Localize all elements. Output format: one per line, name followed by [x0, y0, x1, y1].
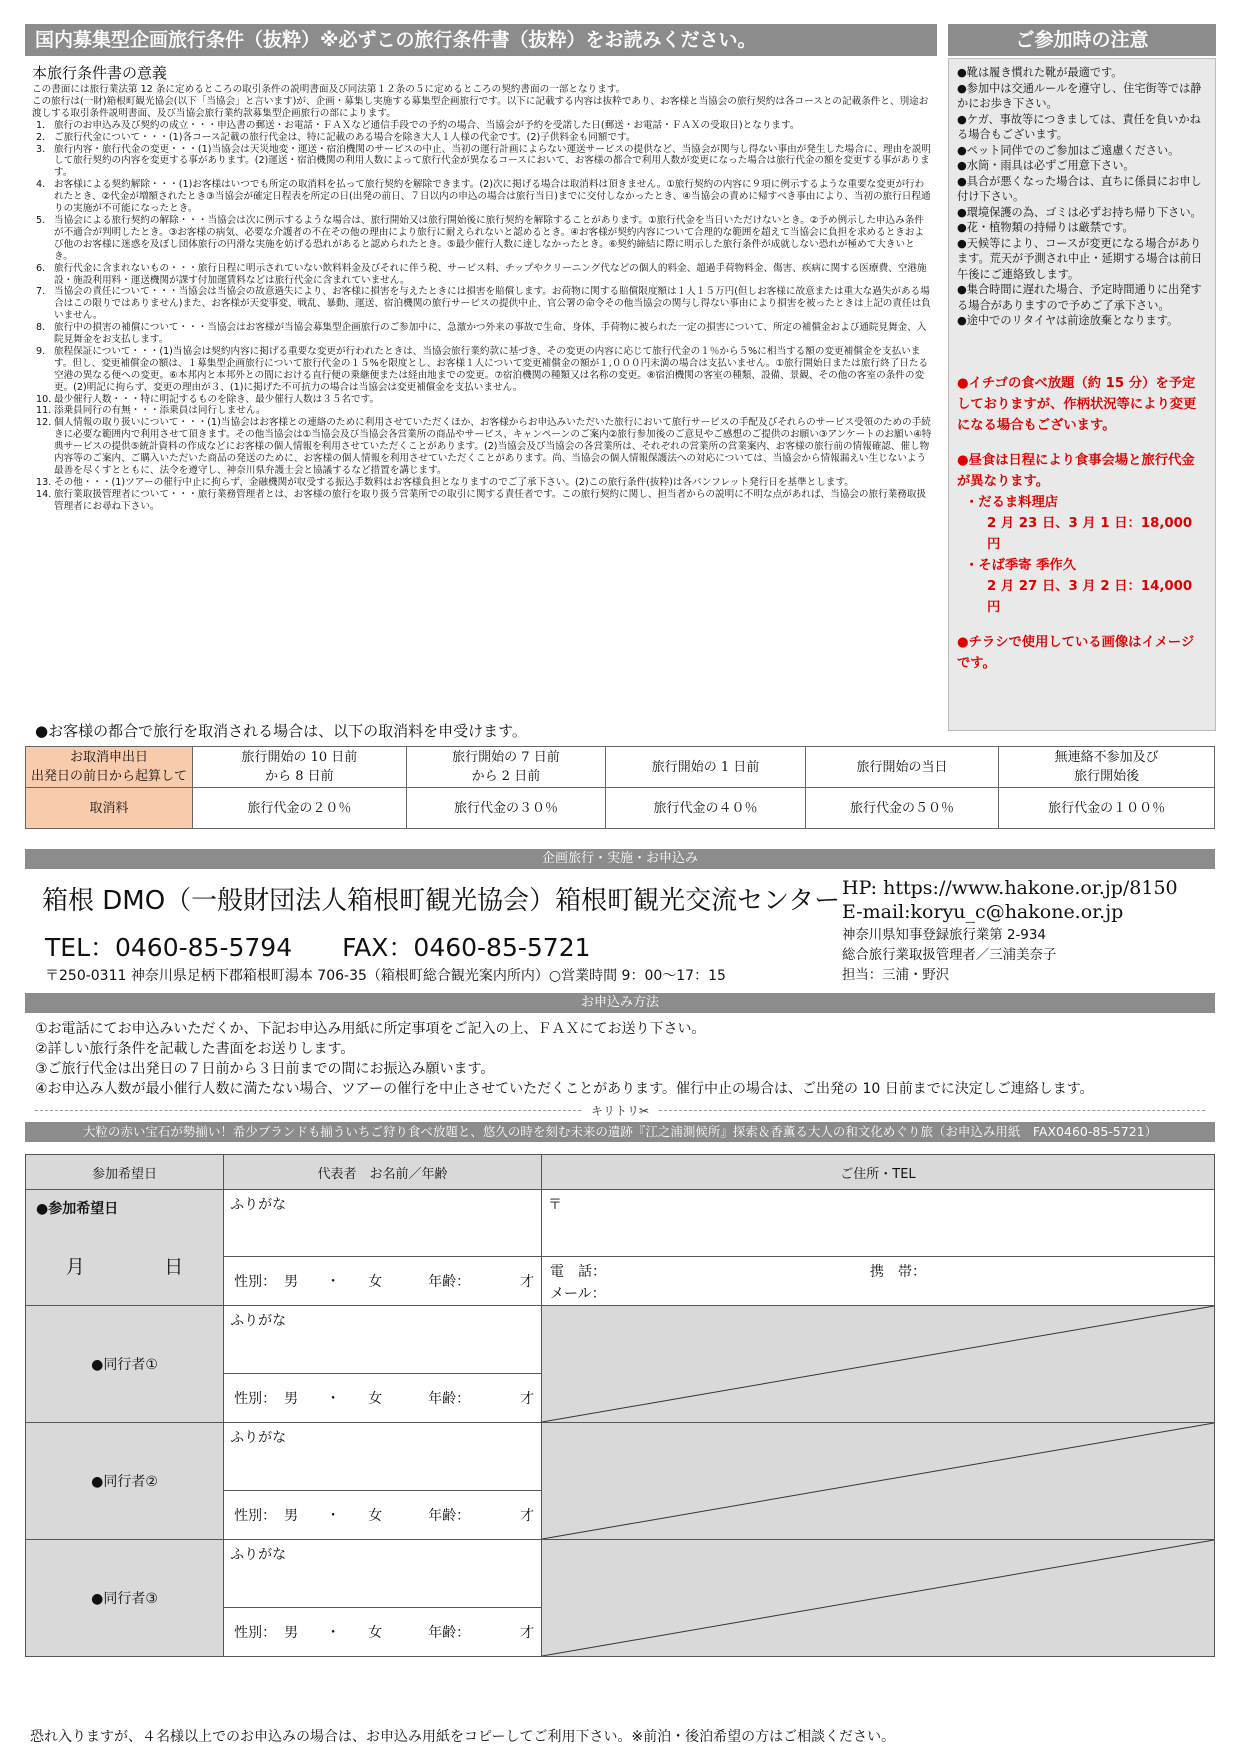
terms-item-number: 10．: [36, 393, 58, 405]
terms-item-text: 旅行内容・旅行代金の変更・・・(1)当協会は天災地変・運送・宿泊機関のサービスの中止、当初の運行計画によらない運送サービスの提供など、当協会が関与し得ない事由が発生した場合に、理由を説明して旅行契約の内容を変更する事があります。(2)運送・宿泊機関の利用人数によって旅行代金が異なるコースにおいて、お客様の都合で利用人数が変更になった場合は旅行代金の額を変更する事があります。: [54, 143, 932, 179]
terms-item: [32, 322, 932, 346]
terms-item-number: 6．: [36, 262, 52, 274]
note-item: ●花・植物類の持帰りは厳禁です。: [957, 221, 1134, 234]
cancel-fee-row: [26, 788, 1215, 829]
venue1-name: ・だるま料理店: [965, 494, 1059, 510]
apply-steps: [35, 1019, 1094, 1099]
organizer-registration: [842, 926, 1056, 986]
cancel-fee-4: 旅行代金の５０％: [805, 788, 998, 829]
notes-panel: [948, 58, 1216, 731]
terms-item-number: 1．: [36, 119, 52, 131]
companion-3-sex-age-field[interactable]: 性別： 男 ・ 女 年齢： 才: [224, 1607, 542, 1656]
organizer-web: [842, 876, 1178, 924]
terms-items: [32, 120, 932, 513]
organizer-bar: 企画旅行・実施・お申込み: [25, 849, 1215, 869]
terms-item: [32, 489, 932, 513]
cancel-period-3: 旅行開始の 1 日前: [606, 747, 806, 788]
terms-item-number: 12．: [36, 417, 58, 429]
companion-2-address-disabled: [541, 1423, 1214, 1540]
terms-item-number: 9．: [36, 345, 52, 357]
terms-item-text: 旅行のお申込み及び契約の成立・・・申込書の郵送・お電話・ＦＡＸなど通信手段での予約の場合、当協会が予約を受諾した日(郵送・お電話・ＦＡＸの受取日)となります。: [54, 119, 800, 131]
companion-2-furigana-field[interactable]: ふりがな: [224, 1423, 542, 1491]
rep-address-field[interactable]: [541, 1190, 1214, 1257]
strawberry-note: ●イチゴの食べ放題（約 15 分）を予定しておりますが、作柄状況等により変更になる場合もございます。: [957, 375, 1197, 433]
terms-item-number: 11．: [36, 405, 58, 417]
note-item: ●途中でのリタイヤは前途放棄となります。: [957, 314, 1179, 327]
terms-item-number: 4．: [36, 179, 52, 191]
date-month-day: [26, 1226, 223, 1279]
terms-intro-1: この書面には旅行業法第 12 条に定めるところの取引条件の説明書面及び同法第１２条の５に定めるところの契約書面の一部となります。: [32, 84, 626, 95]
companion-3-label: ●同行者③: [26, 1540, 224, 1657]
terms-item: [32, 405, 932, 417]
col-date: 参加希望日: [26, 1155, 224, 1190]
terms-body: [32, 64, 932, 513]
email-link[interactable]: E-mail:koryu_c@hakone.or.jp: [842, 901, 1124, 923]
note-item: ●環境保護の為、ゴミは必ずお持ち帰り下さい。: [957, 205, 1202, 219]
notes-list: [957, 65, 1207, 329]
cancel-period-5: 無連絡不参加及び 旅行開始後: [999, 747, 1215, 788]
note-item: ●集合時間に遅れた場合、予定時間通りに出発する場合がありますので予めご了承下さい。: [957, 283, 1202, 312]
staff-in-charge: 担当：三浦・野沢: [842, 968, 950, 983]
companion-2-label: ●同行者②: [26, 1423, 224, 1540]
phone-line: 電 話： 携 帯：: [549, 1264, 926, 1280]
terms-item: [32, 394, 932, 406]
venue2-name: ・そば季寄 季作久: [965, 557, 1077, 573]
cancel-header-line1: お取消申出日: [69, 750, 148, 765]
note-item: ●水筒・雨具は必ずご用意下さい。: [957, 159, 1135, 172]
companion-3-furigana-field[interactable]: ふりがな: [224, 1540, 542, 1608]
cancel-period-1: 旅行開始の 10 日前 から 8 日前: [193, 747, 407, 788]
companion-1-sex-age-field[interactable]: 性別： 男 ・ 女 年齢： 才: [224, 1373, 542, 1422]
terms-item-text: 個人情報の取り扱いについて・・・(1)当協会はお客様との連絡のために利用させていただくほか、お客様からお申込みいただいた旅行において旅行サービスの手配及びそれらのサービス受領のための手続きに必要な範囲内で利用させて頂きます。その他当協会は①当協会及び当協会各営業所の商品やサービス、キャンペーンのご案内②旅行参加後のご意見やご感想のご提供のお願い③アンケートのお願い④特典サービスの提供⑤統計資料の作成などにお客様の個人情報を利用させていただくことがあります。(2)当協会及び当協会の各営業所は、それぞれの営業所の営業案内、お客様の旅行前の情報確認、催し物内容等のご案内、ご購入いただいた商品の発送のために、お客様の個人情報を利用させていただくことがあります。尚、当協会の個人情報保護法への対応については、当協会から情報漏えい生じないよう最善を尽くすとともに、法令を遵守し、神奈川県弁護士会と協議するなど措置を講じます。: [54, 417, 932, 476]
form-header-row: [26, 1155, 1215, 1190]
date-label: ●参加希望日: [36, 1201, 119, 1217]
postal-label: 〒: [547, 1197, 562, 1213]
terms-item-text: 旅程保証について・・・(1)当協会は契約内容に掲げる重要な変更が行われたときは、当協会旅行業約款に基づき、その変更の内容に応じて旅行代金の１％から５%に相当する額の変更補償金を支払います。但し、変更補償金の額は、１募集型企画旅行について旅行代金の１５%を限度とし、お客様１人について変更補償金の額が１,０００円未満の場合は支払いません。①旅行開始日または旅行終了日たる空港の異なる便への変更。⑥本邦内と本邦外との間における直行便の乗継便または経由地までの変更。⑦宿泊機関の種類又は名称の変更。⑧宿泊機関の客室の種類、設備、景観、その他の客室の条件の変更。(2)明記に拘らず、変更の理由が３、(1)に掲げた不可抗力の場合は当協会は変更補償金を支払いません。: [54, 345, 929, 393]
cancel-fee-1: 旅行代金の２０％: [193, 788, 407, 829]
organizer-tel-fax: TEL：0460-85-5794 FAX：0460-85-5721: [45, 933, 591, 962]
venue2-dates: 2 月 27 日、3 月 2 日：14,000 円: [987, 578, 1193, 615]
note-item: ●参加中は交通ルールを遵守し、住宅街等では静かにお歩き下さい。: [957, 81, 1202, 110]
cancel-fee-table: [25, 746, 1215, 829]
cancel-period-4: 旅行開始の当日: [805, 747, 998, 788]
terms-item: [32, 286, 932, 322]
cancel-header-cell: [26, 747, 193, 788]
date-cell[interactable]: [26, 1190, 224, 1306]
lunch-intro: ●昼食は日程により食事会場と旅行代金が異なります。: [957, 452, 1195, 489]
notes-header: ご参加時の注意: [948, 24, 1216, 56]
diagonal-slash: [542, 1540, 1214, 1656]
terms-item: [32, 120, 932, 132]
companion-1-row-top: [26, 1306, 1215, 1374]
terms-item: [32, 477, 932, 489]
month-label: 月: [65, 1256, 85, 1278]
application-form-title: 大粒の赤い宝石が勢揃い！希少ブランドも揃ういちご狩り食べ放題と、悠久の時を刻む未来の遺跡『江之浦測候所』探索＆香薫る大人の和文化めぐり旅（お申込み用紙 FAX0460-85-5721）: [25, 1122, 1215, 1142]
rep-phone-field[interactable]: [541, 1257, 1214, 1306]
organizer-name: 箱根 DMO（一般財団法人箱根町観光協会）箱根町観光交流センター: [42, 886, 841, 916]
terms-item-number: 13．: [36, 476, 58, 488]
note-item: ●ペット同伴でのご参加はご遠慮ください。: [957, 143, 1180, 157]
terms-item: [32, 346, 932, 394]
terms-item: [32, 132, 932, 144]
terms-item-text: ご旅行代金について・・・(1)各コース記載の旅行代金は、特に記載のある場合を除き大人１人様の代金です。(2)子供料金も同額です。: [54, 131, 636, 143]
terms-item-text: 最少催行人数・・・特に明記するものを除き、最少催行人数は３５名です。: [54, 393, 380, 405]
terms-item-text: 旅行代金に含まれないもの・・・旅行日程に明示されていない飲料料金及びそれに伴う税、サービス料、チップやクリーニング代などの個人的料金、超過手荷物料金、傷害、疾病に関する医療費、空港施設・施設利用料・運送機関が課す付加運賃料などは旅行代金に含まれていません。: [54, 262, 927, 286]
companion-1-furigana-field[interactable]: ふりがな: [224, 1306, 542, 1374]
companion-2-row-top: [26, 1423, 1215, 1491]
terms-item-number: 5．: [36, 214, 52, 226]
cut-line: [35, 1102, 1205, 1119]
companion-2-sex-age-field[interactable]: 性別： 男 ・ 女 年齢： 才: [224, 1490, 542, 1539]
companion-3-address-disabled: [541, 1540, 1214, 1657]
cancel-header-row: [26, 747, 1215, 788]
rep-sex-age-field[interactable]: [224, 1257, 542, 1306]
sex-age-line: 性別： 男 ・ 女 年齢： 才: [234, 1274, 535, 1290]
terms-item-text: 添乗員同行の有無・・・添乗員は同行しません。: [54, 405, 266, 417]
companion-1-label: ●同行者①: [26, 1306, 224, 1423]
note-item: ●靴は履き慣れた靴が最適です。: [957, 66, 1123, 79]
terms-item: [32, 417, 932, 477]
cancel-period-2: 旅行開始の 7 日前 から 2 日前: [406, 747, 606, 788]
rep-furigana-field[interactable]: [224, 1190, 542, 1257]
cancel-header-line2: 出発日の前日から起算して: [30, 769, 187, 784]
footer-note: 恐れ入りますが、４名様以上でのお申込みの場合は、お申込み用紙をコピーしてご利用下さい。※前泊・後泊希望の方はご相談ください。: [30, 1729, 896, 1745]
terms-item-number: 14．: [36, 488, 58, 500]
terms-header: 国内募集型企画旅行条件（抜粋）※必ずこの旅行条件書（抜粋）をお読みください。: [25, 24, 937, 56]
furigana-label: ふりがな: [230, 1197, 287, 1213]
apply-step: ③ご旅行代金は出発日の７日前から３日前までの間にお振込み願います。: [35, 1061, 495, 1077]
image-note: ●チラシで使用している画像はイメージです。: [957, 634, 1195, 671]
note-item: ●ケガ、事故等につきましては、責任を負いかねる場合もございます。: [957, 112, 1201, 141]
travel-manager: 総合旅行業取扱管理者／三浦美奈子: [842, 948, 1057, 963]
terms-item: [32, 263, 932, 287]
cancel-fee-5: 旅行代金の１００％: [999, 788, 1215, 829]
terms-item-text: 旅行中の損害の補償について・・・当協会はお客様が当協会募集型企画旅行のご参加中に、急激かつ外来の事故で生命、身体、手荷物に被られた一定の損害について、所定の補償金および通院見舞金、入院見舞金をお支払します。: [54, 322, 927, 346]
diagonal-slash: [542, 1306, 1214, 1422]
terms-item-text: 旅行業取扱管理者について・・・旅行業務管理者とは、お客様の旅行を取り扱う営業所での取引に関する責任者です。この旅行契約に関し、担当者からの説明に不明な点があれば、当協会の旅行業務取扱管理者にお尋ね下さい。: [54, 488, 927, 512]
registration-number: 神奈川県知事登録旅行業第 2-934: [842, 928, 1046, 943]
terms-item-number: 3．: [36, 143, 52, 155]
apply-step: ②詳しい旅行条件を記載した書面をお送りします。: [35, 1041, 355, 1057]
terms-item-text: 当協会の責任について・・・当協会は当協会の故意過失により、お客様に損害を与えたときには損害を賠償します。お荷物に関する賠償限度額は１人１５万円(但しお客様に故意または重大な過失がある場合はこの限りではありません)また、お客様が天変事変、戦乱、暴動、運送、宿泊機関の旅行サービスの提供中止、官公署の命令その他当協会の関与し得ない事由により損害を被ったときは上記の責任は負いません。: [54, 286, 931, 322]
terms-intro-2: この旅行は(一財)箱根町観光協会(以下「当協会」と言います)が、企画・募集し実施する募集型企画旅行です。以下に記載する内容は抜粋であり、お客様と当協会の旅行契約は各コースとの記載条件と、別途お渡しする取引条件説明書面、及び当協会旅行業約款募集型企画旅行の部によります。: [32, 95, 929, 119]
diagonal-slash: [542, 1423, 1214, 1539]
lunch-note: [957, 450, 1207, 618]
cancel-fee-2: 旅行代金の３０％: [406, 788, 606, 829]
apply-method-bar: お申込み方法: [25, 993, 1215, 1013]
day-label: 日: [164, 1256, 184, 1278]
cancel-fee-3: 旅行代金の４０％: [606, 788, 806, 829]
note-item: ●天候等により、コースが変更になる場合があります。荒天が予測され中止・延期する場合は前日午後にご連絡致します。: [957, 236, 1203, 281]
terms-item-text: その他・・・(1)ツアーの催行中止に拘らず、金融機関が収受する振込手数料はお客様負担となりますのでご了承下さい。(2)この旅行条件(抜粋)は各パンフレット発行日を基準とします。: [54, 476, 854, 488]
companion-3-row-top: [26, 1540, 1215, 1608]
homepage-link[interactable]: HP: https://www.hakone.or.jp/8150: [842, 877, 1178, 899]
mail-line: メール：: [549, 1286, 606, 1302]
terms-item-number: 2．: [36, 131, 52, 143]
terms-item: [32, 215, 932, 263]
col-address: ご住所・TEL: [541, 1155, 1214, 1190]
apply-step: ④お申込み人数が最小催行人数に満たない場合、ツアーの催行を中止させていただくことがあります。催行中止の場合は、ご出発の 10 日前までに決定しご連絡します。: [35, 1081, 1094, 1097]
terms-item-number: 7．: [36, 286, 52, 298]
terms-item-text: 当協会による旅行契約の解除・・・当協会は次に例示するような場合は、旅行開始又は旅行開始後に旅行契約を解除することがあります。①旅行代金を当日いただけないとき。②予め例示した申込み条件が不適合が判明したとき。③お客様の病気、必要な介護者の不在その他の理由により旅行に耐えられないと認めるとき。④お客様が契約内容について合理的な範囲を超えて当協会に負担を求めるときおよび他のお客様に迷惑を及ぼし団体旅行の円滑な実施を妨げる恐れがあると認められたとき。⑤最少催行人数に達しなかったとき。⑥契約締結に際に明示した旅行条件が成就しない恐れが極めて大きいとき。: [54, 214, 925, 262]
representative-row-top: [26, 1190, 1215, 1257]
terms-item: [32, 179, 932, 215]
cut-label: キリトリ✂: [590, 1104, 650, 1118]
terms-item-number: 8．: [36, 322, 52, 334]
organizer-address: 〒250-0311 神奈川県足柄下郡箱根町湯本 706-35（箱根町総合観光案内所内）○営業時間 9：00～17：15: [45, 968, 726, 984]
cancel-fee-label: 取消料: [26, 788, 193, 829]
note-item: ●具合が悪くなった場合は、直ちに係員にお申し付け下さい。: [957, 174, 1202, 203]
terms-item: [32, 144, 932, 180]
apply-step: ①お電話にてお申込みいただくか、下記お申込み用紙に所定事項をご記入の上、ＦＡＸにてお送り下さい。: [35, 1021, 706, 1037]
application-form: [25, 1154, 1215, 1657]
terms-title: 本旅行条件書の意義: [32, 64, 168, 82]
cancel-note: ●お客様の都合で旅行を取消される場合は、以下の取消料を申受けます。: [35, 722, 527, 740]
companion-1-address-disabled: [541, 1306, 1214, 1423]
venue1-dates: 2 月 23 日、3 月 1 日：18,000 円: [987, 515, 1193, 552]
terms-item-text: お客様による契約解除・・・(1)お客様はいつでも所定の取消料を払って旅行契約を解除できます。(2)次に掲げる場合は取消料は頂きません。①旅行契約の内容に９項に例示するような重要な変更が行われたとき、②代金が増額されたとき③当協会が確定日程表を所定の日(出発の前日、７日以内の申込の場合は旅行当日)までに交付しなかったとき、④当協会の責めに帰すべき事由により、当初の旅行日程通りの実施が不可能になったとき。: [54, 179, 931, 215]
col-name: 代表者 お名前／年齢: [224, 1155, 542, 1190]
